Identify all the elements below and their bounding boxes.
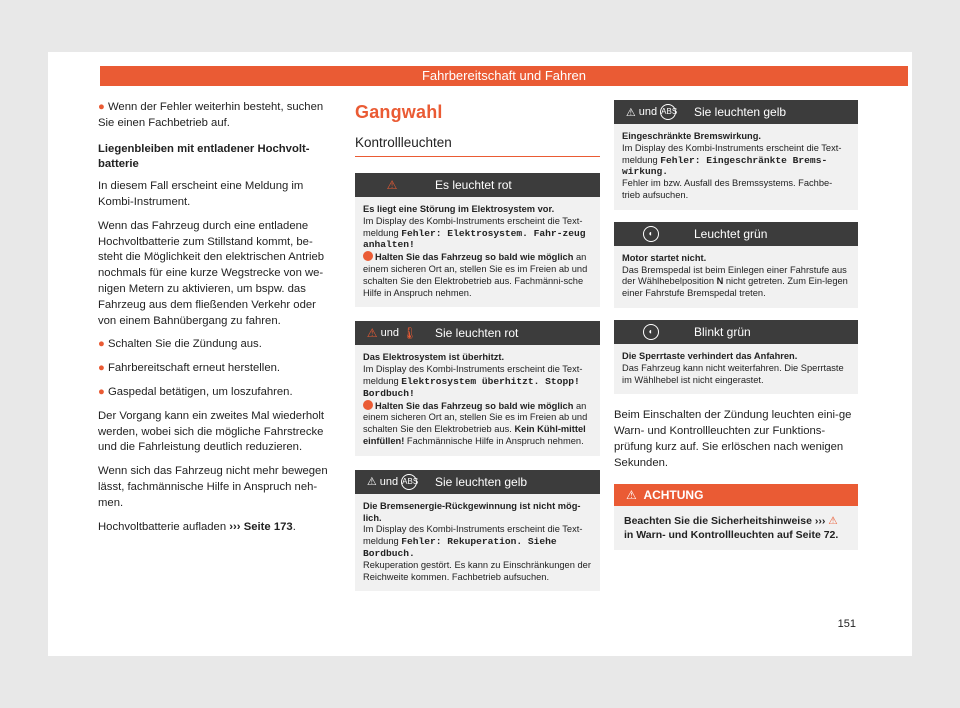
indicator-box-red-overheat: ⚠ und 🌡 Sie leuchten rot Das Elektrosystem ist überhitzt. Im Display des Kombi-Instruments erscheint die Text-meldung Elektrosystem überhitzt. Stopp! Bordbuch! Halten Sie das Fahrzeug so bald wie möglich an einem sicheren Ort an, stellen Sie es im Freien ab und schalten Sie den Elektrobetrieb aus. Kein Kühl-mittel einfüllen! Fachmännische Hilfe in Anspruch nehmen. bbox=[355, 321, 600, 455]
warning-box: ⚠ ACHTUNG Beachten Sie die Sicherheitshinweise ››› ⚠ in Warn- und Kontrollleuchten auf Seite 72. bbox=[614, 484, 858, 550]
bullet-icon: ● bbox=[98, 362, 105, 375]
bullet-item: ● Schalten Sie die Zündung aus. bbox=[98, 338, 262, 351]
indicator-box-yellow-brake: ⚠ und ABS Sie leuchten gelb Eingeschränkte Bremswirkung. Im Display des Kombi-Instruments erscheint die Text-meldung Fehler: Eingeschränkte Brems-wirkung. Fehler im bzw. Ausfall des Bremssystems. Fachbe-trieb aufsuchen. bbox=[614, 100, 858, 210]
section-header: Fahrbereitschaft und Fahren bbox=[100, 66, 908, 86]
ev-warning-icon: ⚠ bbox=[386, 178, 398, 192]
indicator-box-red: ⚠ Es leuchtet rot Es liegt eine Störung im Elektrosystem vor. Im Display des Kombi-Instruments erscheint die Text-meldung Fehler: Elektrosystem. Fahr-zeug anhalten! Halten Sie das Fahrzeug so bald wie möglich an einem sicheren Ort an, stellen Sie es im Freien ab und schalten Sie den Elektrobetrieb aus. Fachmänni-sche Hilfe in Anspruch nehmen. bbox=[355, 173, 600, 307]
indicator-box-green-steady: ◐ Leuchtet grün Motor startet nicht. Das Bremspedal ist beim Einlegen einer Fahrstufe aus der Wählhebelposition N nicht getreten. Zum Ein-legen einer Fahrstufe Bremspedal treten. bbox=[614, 222, 858, 308]
indicator-box-yellow-recuperation: ⚠ und ABS Sie leuchten gelb Die Bremsenergie-Rückgewinnung ist nicht mög-lich. Im Display des Kombi-Instruments erscheint die Text-meldung Fehler: Rekuperation. Siehe Bordbuch. Rekuperation gestört. Es kann zu Einschränkungen der Reichweite kommen. Fachbetrieb aufsuchen. bbox=[355, 470, 600, 592]
paragraph: Hochvoltbatterie aufladen ››› Seite 173. bbox=[98, 520, 296, 533]
section-subtitle: Kontrollleuchten bbox=[355, 135, 600, 157]
paragraph: Wenn sich das Fahrzeug nicht mehr bewegen lässt, fachmännische Hilfe in Anspruch neh-men. bbox=[98, 465, 328, 509]
ev-warning-icon: ⚠ bbox=[366, 326, 378, 341]
coolant-temperature-icon: 🌡 bbox=[402, 326, 418, 341]
page-link[interactable]: in Warn- und Kontrollleuchten auf Seite 72. bbox=[624, 528, 839, 541]
bullet-item: ● Fahrbereitschaft erneut herstellen. bbox=[98, 362, 281, 375]
column-middle bbox=[355, 100, 600, 603]
abs-icon: ABS bbox=[660, 104, 676, 120]
column-left bbox=[98, 100, 336, 543]
brake-pedal-icon: ◐ bbox=[643, 324, 659, 340]
page-link[interactable]: ››› Seite 173 bbox=[229, 520, 293, 533]
stop-icon bbox=[363, 400, 373, 410]
bullet-item: ● Wenn der Fehler weiterhin besteht, suchen Sie einen Fachbetrieb auf. bbox=[98, 101, 324, 129]
subheading: Liegenbleiben mit entladener Hochvolt-batterie bbox=[98, 142, 310, 171]
warning-triangle-icon: ⚠ bbox=[626, 487, 637, 502]
bullet-icon: ● bbox=[98, 338, 105, 351]
manual-page bbox=[48, 52, 912, 656]
paragraph: Wenn das Fahrzeug durch eine entladene Hochvoltbatterie zum Stillstand kommt, be-steht die Möglichkeit den elektrischen Antrieb nochmals für eine kurze Wegstrecke von we-nigen Metern zu aktivieren, um bspw. das Fahrzeug aus dem fließenden Verkehr oder von einem Bahnübergang zu fahren. bbox=[98, 219, 325, 327]
warning-triangle-icon: ⚠ bbox=[828, 514, 838, 527]
ev-warning-icon: ⚠ bbox=[625, 106, 636, 119]
paragraph: Der Vorgang kann ein zweites Mal wiederholt werden, wobei sich die mögliche Fahrstrecke und die Fahrleistung deutlich reduzieren. bbox=[98, 409, 325, 454]
abs-icon: ABS bbox=[401, 474, 417, 490]
safety-link[interactable]: Beachten Sie die Sicherheitshinweise ››› bbox=[624, 514, 829, 527]
bullet-item: ● Gaspedal betätigen, um loszufahren. bbox=[98, 385, 293, 398]
ev-warning-icon: ⚠ bbox=[366, 476, 377, 489]
bullet-icon: ● bbox=[98, 101, 105, 113]
bullet-icon: ● bbox=[98, 385, 105, 398]
stop-icon bbox=[363, 251, 373, 261]
column-right bbox=[614, 100, 858, 550]
paragraph: In diesem Fall erscheint eine Meldung im Kombi-Instrument. bbox=[98, 180, 304, 208]
page-number: 151 bbox=[837, 618, 856, 630]
paragraph: Beim Einschalten der Zündung leuchten eini-ge Warn- und Kontrollleuchten zur Funktions-prüfung kurz auf. Sie erlöschen nach wenigen Sekunden. bbox=[614, 409, 852, 469]
brake-pedal-icon: ◐ bbox=[643, 226, 659, 242]
section-title: Gangwahl bbox=[355, 102, 443, 122]
indicator-box-green-blinking: ◐ Blinkt grün Die Sperrtaste verhindert das Anfahren. Das Fahrzeug kann nicht weiterfahren. Die Sperrtaste im Wählhebel ist nicht eingerastet. bbox=[614, 320, 858, 394]
